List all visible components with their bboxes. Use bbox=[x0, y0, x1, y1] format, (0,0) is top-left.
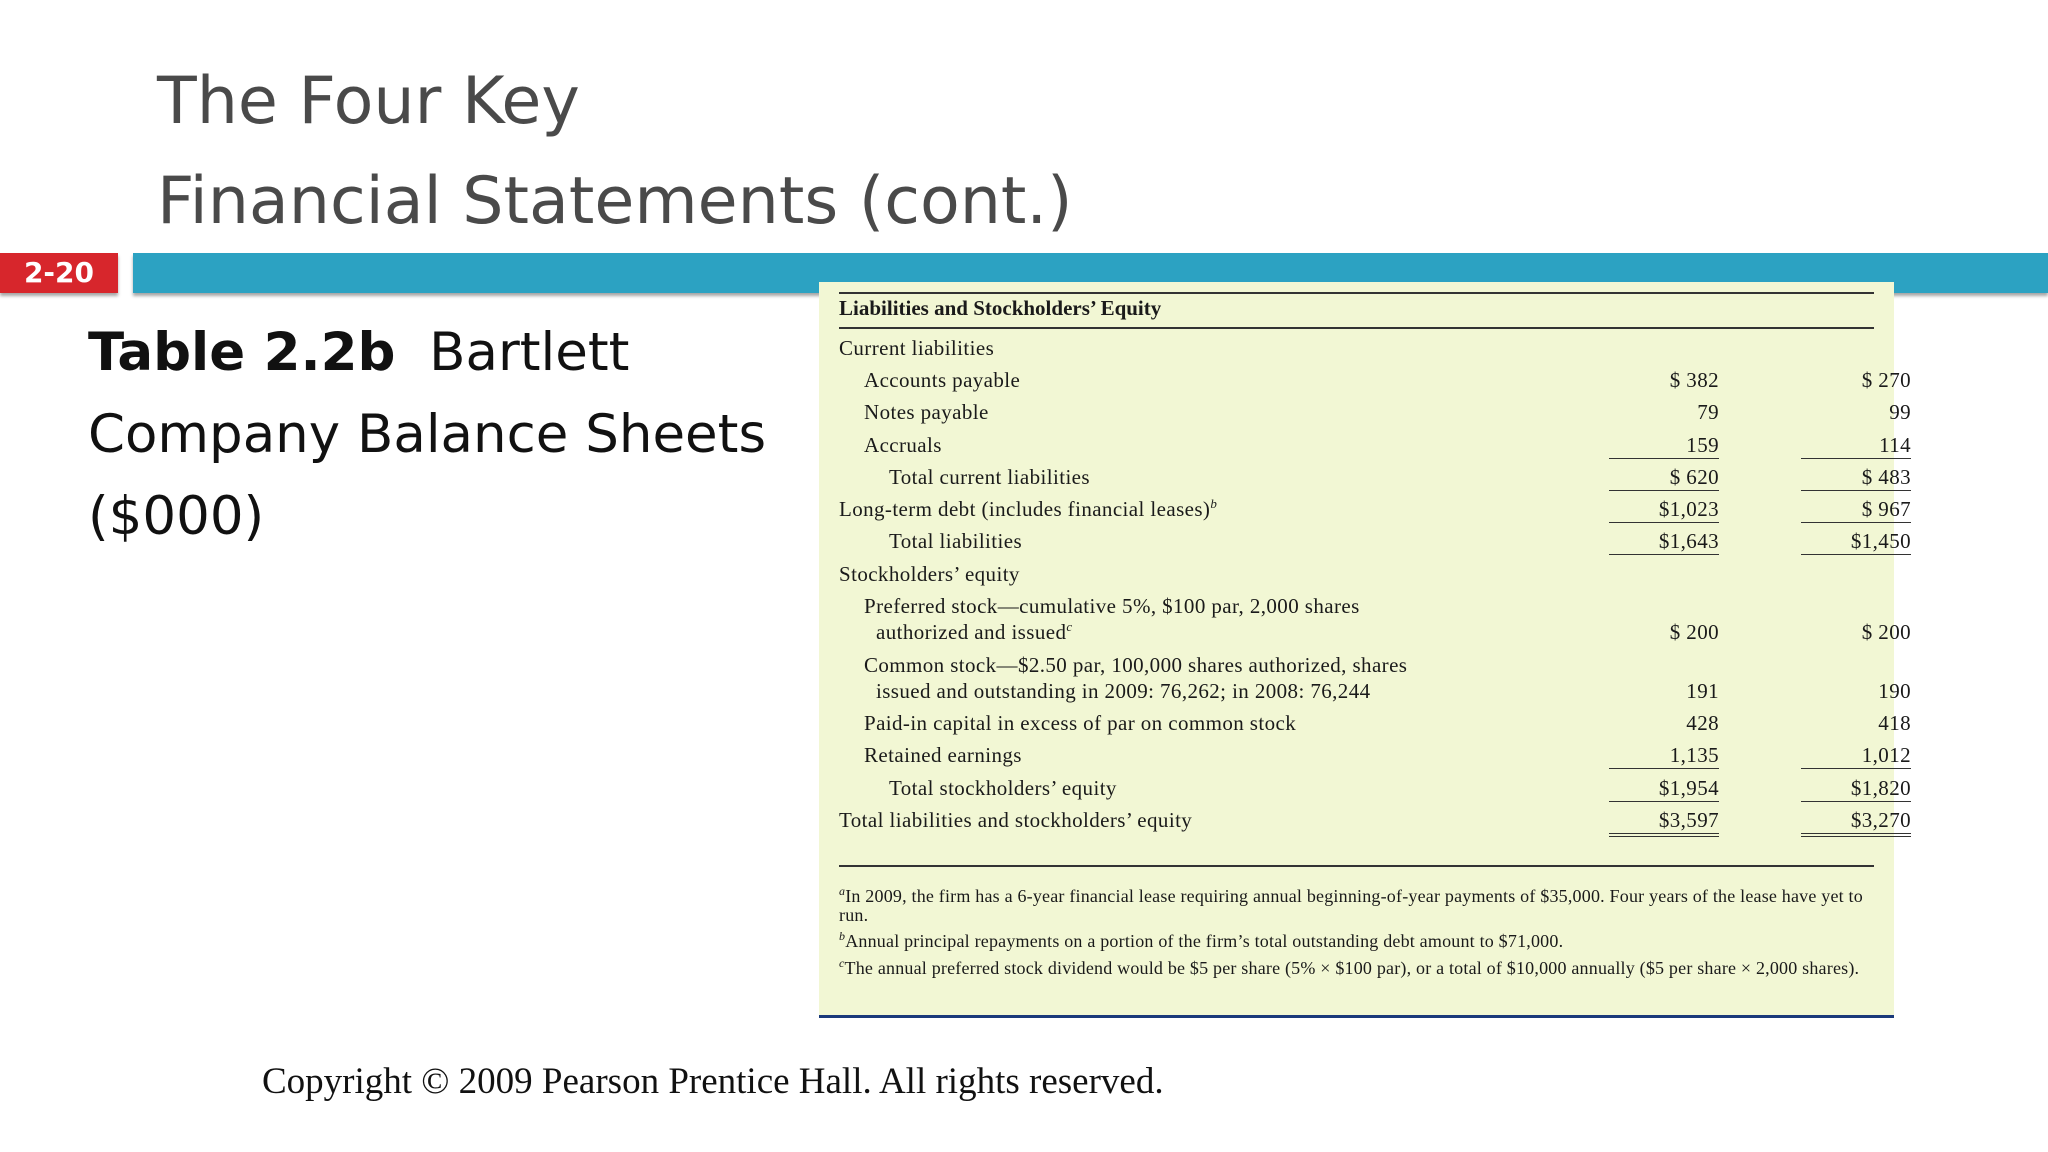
value-2008-total-liabilities: $1,450 bbox=[1801, 528, 1911, 555]
footnote-a-mark: a bbox=[839, 884, 846, 898]
value-2009-long-term-debt: $1,023 bbox=[1609, 496, 1719, 523]
value-2008-long-term-debt: $ 967 bbox=[1801, 496, 1911, 523]
caption-table-number: Table 2.2b bbox=[88, 322, 396, 383]
row-label-common-stock-line-2: issued and outstanding in 2009: 76,262; in 2008: 76,244 bbox=[876, 679, 1371, 703]
row-label-stockholders-equity: Stockholders’ equity bbox=[839, 562, 1020, 586]
footnote-b-text: Annual principal repayments on a portion of the firm’s total outstanding debt amount to $71,000. bbox=[845, 931, 1564, 951]
footnote-c-text: The annual preferred stock dividend would be $5 per share (5% × $100 par), or a total of $10,000 annually ($5 per share × 2,000 shares). bbox=[844, 958, 1860, 978]
row-label-accruals: Accruals bbox=[864, 433, 942, 457]
value-2009-accruals: 159 bbox=[1609, 432, 1719, 459]
footnote-mark-b: b bbox=[1210, 496, 1218, 511]
value-2009-total-liabilities-and-equity: $3,597 bbox=[1609, 807, 1719, 837]
value-2009-retained-earnings: 1,135 bbox=[1609, 742, 1719, 769]
footnote-a-text: In 2009, the firm has a 6-year financial lease requiring annual beginning-of-year payments of $35,000. Four years of the lease have yet to run. bbox=[839, 886, 1863, 925]
value-2008-accounts-payable: $ 270 bbox=[1861, 368, 1911, 392]
value-2009-total-stockholders-equity: $1,954 bbox=[1609, 775, 1719, 802]
row-label-accounts-payable: Accounts payable bbox=[864, 368, 1021, 392]
row-label-preferred-stock-line-2 bbox=[876, 619, 1073, 645]
top-rule bbox=[839, 292, 1874, 294]
row-label-paid-in-capital: Paid-in capital in excess of par on common stock bbox=[864, 711, 1297, 735]
row-label-notes-payable: Notes payable bbox=[864, 400, 989, 424]
value-2008-common-stock: 190 bbox=[1878, 679, 1911, 703]
long-term-debt-text: Long-term debt (includes financial leases) bbox=[839, 497, 1211, 521]
heading-rule bbox=[839, 327, 1874, 329]
value-2008-preferred-stock: $ 200 bbox=[1861, 620, 1911, 644]
value-2008-total-liabilities-and-equity: $3,270 bbox=[1801, 807, 1911, 837]
slide-title bbox=[157, 52, 1072, 252]
preferred-stock-line-2-text: authorized and issued bbox=[876, 620, 1067, 644]
value-2009-total-liabilities: $1,643 bbox=[1609, 528, 1719, 555]
value-2008-total-stockholders-equity: $1,820 bbox=[1801, 775, 1911, 802]
footnote-c-mark: c bbox=[839, 956, 845, 970]
footnote-b-mark: b bbox=[839, 929, 846, 943]
table-caption bbox=[88, 312, 808, 558]
balance-sheet-table bbox=[819, 282, 1911, 1018]
slide-number-badge: 2-20 bbox=[0, 253, 118, 293]
row-label-total-liabilities: Total liabilities bbox=[889, 529, 1023, 553]
row-label-preferred-stock-line-1: Preferred stock—cumulative 5%, $100 par, 2,000 shares bbox=[864, 594, 1360, 618]
footnote-a bbox=[839, 882, 1879, 925]
value-2008-total-current-liabilities: $ 483 bbox=[1801, 464, 1911, 491]
row-label-total-liabilities-and-equity: Total liabilities and stockholders’ equity bbox=[839, 808, 1193, 832]
row-label-total-stockholders-equity: Total stockholders’ equity bbox=[889, 776, 1117, 800]
value-2008-retained-earnings: 1,012 bbox=[1801, 742, 1911, 769]
value-2009-notes-payable: 79 bbox=[1697, 400, 1719, 424]
value-2008-paid-in-capital: 418 bbox=[1878, 711, 1911, 735]
row-label-retained-earnings: Retained earnings bbox=[864, 743, 1022, 767]
row-label-current-liabilities: Current liabilities bbox=[839, 336, 995, 360]
row-label-total-current-liabilities: Total current liabilities bbox=[889, 465, 1090, 489]
caption-table-title: Bartlett Company Balance Sheets ($000) bbox=[88, 322, 767, 547]
value-2009-common-stock: 191 bbox=[1686, 679, 1719, 703]
footnote-b bbox=[839, 927, 1879, 951]
footnote-c bbox=[839, 954, 1879, 978]
footnote-mark-c: c bbox=[1066, 619, 1073, 634]
table-heading: Liabilities and Stockholders’ Equity bbox=[839, 296, 1162, 320]
copyright-notice: Copyright © 2009 Pearson Prentice Hall. All rights reserved. bbox=[262, 1061, 1164, 1102]
value-2008-accruals: 114 bbox=[1801, 432, 1911, 459]
value-2009-paid-in-capital: 428 bbox=[1686, 711, 1719, 735]
value-2009-total-current-liabilities: $ 620 bbox=[1609, 464, 1719, 491]
value-2009-accounts-payable: $ 382 bbox=[1669, 368, 1719, 392]
value-2008-notes-payable: 99 bbox=[1889, 400, 1911, 424]
row-label-long-term-debt bbox=[839, 496, 1217, 522]
footnote-rule bbox=[839, 865, 1874, 867]
value-2009-preferred-stock: $ 200 bbox=[1669, 620, 1719, 644]
slide-title-line-1: The Four Key bbox=[157, 64, 580, 139]
slide-title-line-2: Financial Statements (cont.) bbox=[157, 164, 1073, 239]
row-label-common-stock-line-1: Common stock—$2.50 par, 100,000 shares authorized, shares bbox=[864, 653, 1408, 677]
